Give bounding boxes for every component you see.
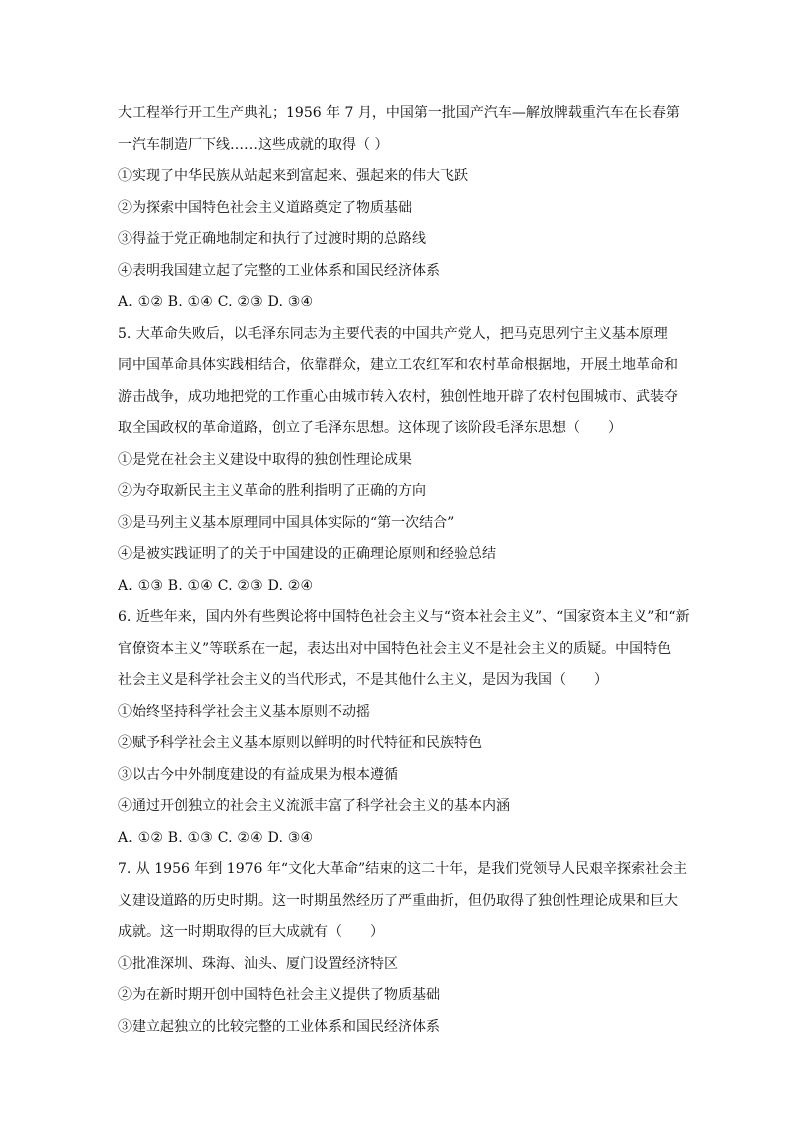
question-5-option-1: ①是党在社会主义建设中取得的独创性理论成果 bbox=[118, 451, 412, 468]
question-5-stem-line-3: 游击战争，成功地把党的工作重心由城市转入农村，独创性地开辟了农村包围城市、武装夺 bbox=[118, 388, 678, 405]
question-7 bbox=[118, 854, 688, 1043]
question-5-stem-line-1: 5. 大革命失败后，以毛泽东同志为主要代表的中国共产党人，把马克思列宁主义基本原理 bbox=[118, 325, 668, 342]
question-6-stem-line-1: 6. 近些年来，国内外有些舆论将中国特色社会主义与“资本社会主义”、“国家资本主义”和“新 bbox=[118, 609, 690, 625]
question-4-stem-line-1: 大工程举行开工生产典礼；1956 年 7 月，中国第一批国产汽车—解放牌载重汽车在长春第 bbox=[118, 105, 680, 121]
question-6-option-1: ①始终坚持科学社会主义基本原则不动摇 bbox=[118, 703, 370, 720]
question-4-tail bbox=[118, 98, 678, 319]
question-7-option-2: ②为在新时期开创中国特色社会主义提供了物质基础 bbox=[118, 987, 440, 1003]
question-7-stem-line-1: 7. 从 1956 年到 1976 年“文化大革命”结束的这二十年，是我们党领导人民艰辛探索社会主 bbox=[118, 861, 688, 877]
question-7-stem-line-3: 成就。这一时期取得的巨大成就有（ ） bbox=[118, 924, 384, 940]
question-4-stem-line-2: 一汽车制造厂下线……这些成就的取得（ ） bbox=[118, 136, 389, 153]
question-5-answer-choices: A. ①③ B. ①④ C. ②③ D. ②④ bbox=[118, 577, 314, 594]
question-content bbox=[118, 98, 690, 1043]
question-6 bbox=[118, 602, 690, 854]
question-5-option-3: ③是马列主义基本原理同中国具体实际的“第一次结合” bbox=[118, 514, 455, 531]
question-7-stem-line-2: 义建设道路的历史时期。这一时期虽然经历了严重曲折，但仍取得了独创性理论成果和巨大 bbox=[118, 892, 678, 909]
question-6-option-2: ②赋予科学社会主义基本原则以鲜明的时代特征和民族特色 bbox=[118, 735, 482, 751]
question-4-option-4: ④表明我国建立起了完整的工业体系和国民经济体系 bbox=[118, 262, 440, 279]
question-4-option-3: ③得益于党正确地制定和执行了过渡时期的总路线 bbox=[118, 231, 426, 247]
question-7-option-1: ①批准深圳、珠海、汕头、厦门设置经济特区 bbox=[118, 955, 398, 972]
question-4-answer-choices: A. ①② B. ①④ C. ②③ D. ③④ bbox=[118, 294, 314, 310]
question-4-option-1: ①实现了中华民族从站起来到富起来、强起来的伟大飞跃 bbox=[118, 168, 468, 184]
question-7-option-3: ③建立起独立的比较完整的工业体系和国民经济体系 bbox=[118, 1018, 440, 1035]
question-5-option-4: ④是被实践证明了的关于中国建设的正确理论原则和经验总结 bbox=[118, 546, 496, 562]
question-6-option-3: ③以古今中外制度建设的有益成果为根本遵循 bbox=[118, 766, 398, 783]
question-6-answer-choices: A. ①② B. ①③ C. ②④ D. ③④ bbox=[118, 829, 314, 846]
question-5 bbox=[118, 319, 678, 603]
question-5-stem-line-2: 同中国革命具体实践相结合，依靠群众，建立工农红军和农村革命根据地，开展土地革命和 bbox=[118, 357, 678, 373]
question-5-option-2: ②为夺取新民主主义革命的胜利指明了正确的方向 bbox=[118, 483, 426, 499]
question-5-stem-line-4: 取全国政权的革命道路，创立了毛泽东思想。这体现了该阶段毛泽东思想（ ） bbox=[118, 420, 622, 436]
question-6-stem-line-2: 官僚资本主义”等联系在一起，表达出对中国特色社会主义不是社会主义的质疑。中国特色 bbox=[118, 640, 672, 657]
question-6-option-4: ④通过开创独立的社会主义流派丰富了科学社会主义的基本内涵 bbox=[118, 798, 510, 814]
question-6-stem-line-3: 社会主义是科学社会主义的当代形式，不是其他什么主义，是因为我国（ ） bbox=[118, 672, 608, 688]
question-4-option-2: ②为探索中国特色社会主义道路奠定了物质基础 bbox=[118, 199, 412, 216]
